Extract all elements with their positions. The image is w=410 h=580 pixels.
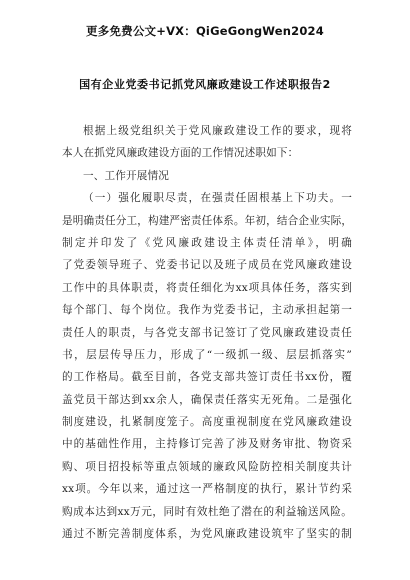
- paragraph-line: 中的基础性作用，主持修订完善了涉及财务审批、物资采: [62, 438, 352, 451]
- paragraph-line: 制度建设，扎紧制度笼子。高度重视制度在党风廉政建设: [62, 416, 352, 429]
- paragraph-line: （一）强化履职尽责，在强责任固根基上下功夫。一: [83, 192, 352, 205]
- paragraph-line: 根据上级党组织关于党风廉政建设工作的要求，现将: [83, 125, 352, 137]
- paragraph-line: 制定并印发了《党风廉政建设主体责任清单》，明确: [62, 236, 352, 249]
- paragraph-line: 书，层层传导压力，形成了“一级抓一级、层层抓落实”: [62, 348, 352, 361]
- paragraph-line: 的工作格局。截至目前，各党支部共签订责任书xx份，覆: [62, 371, 352, 384]
- paragraph-line: 是明确责任分工，构建严密责任体系。年初，结合企业实际，: [62, 214, 352, 227]
- paragraph-line: 本人在抓党风廉政建设方面的工作情况述职如下：: [62, 147, 299, 160]
- paragraph-line: 每个部门、每个岗位。我作为党委书记，主动承担起第一: [62, 304, 352, 317]
- paragraph-line: xx项。今年以来，通过这一严格制度的执行，累计节约采: [62, 483, 352, 496]
- promo-header: 更多免费公文+VX：QiGeGongWen2024: [86, 24, 324, 38]
- paragraph-line: 盖党员干部达到xx余人，确保责任落实无死角。二是强化: [62, 393, 352, 406]
- document-title: 国有企业党委书记抓党风廉政建设工作述职报告2: [79, 78, 331, 91]
- paragraph-line: 通过不断完善制度体系，为党风廉政建设筑牢了坚实的制: [62, 528, 352, 541]
- paragraph-line: 责任人的职责，与各党支部书记签订了党风廉政建设责任: [62, 326, 352, 339]
- document-body: [62, 120, 352, 545]
- paragraph-line: 购、项目招投标等重点领域的廉政风险防控相关制度共计: [62, 460, 352, 473]
- paragraph-line: 购成本达到xx万元，同时有效杜绝了潜在的利益输送风险。: [62, 505, 352, 518]
- paragraph-line: 工作中的具体职责，将责任细化为xx项具体任务，落实到: [62, 281, 352, 294]
- section-heading: 一、工作开展情况: [83, 169, 169, 182]
- paragraph-line: 了党委领导班子、党委书记以及班子成员在党风廉政建设: [62, 259, 352, 272]
